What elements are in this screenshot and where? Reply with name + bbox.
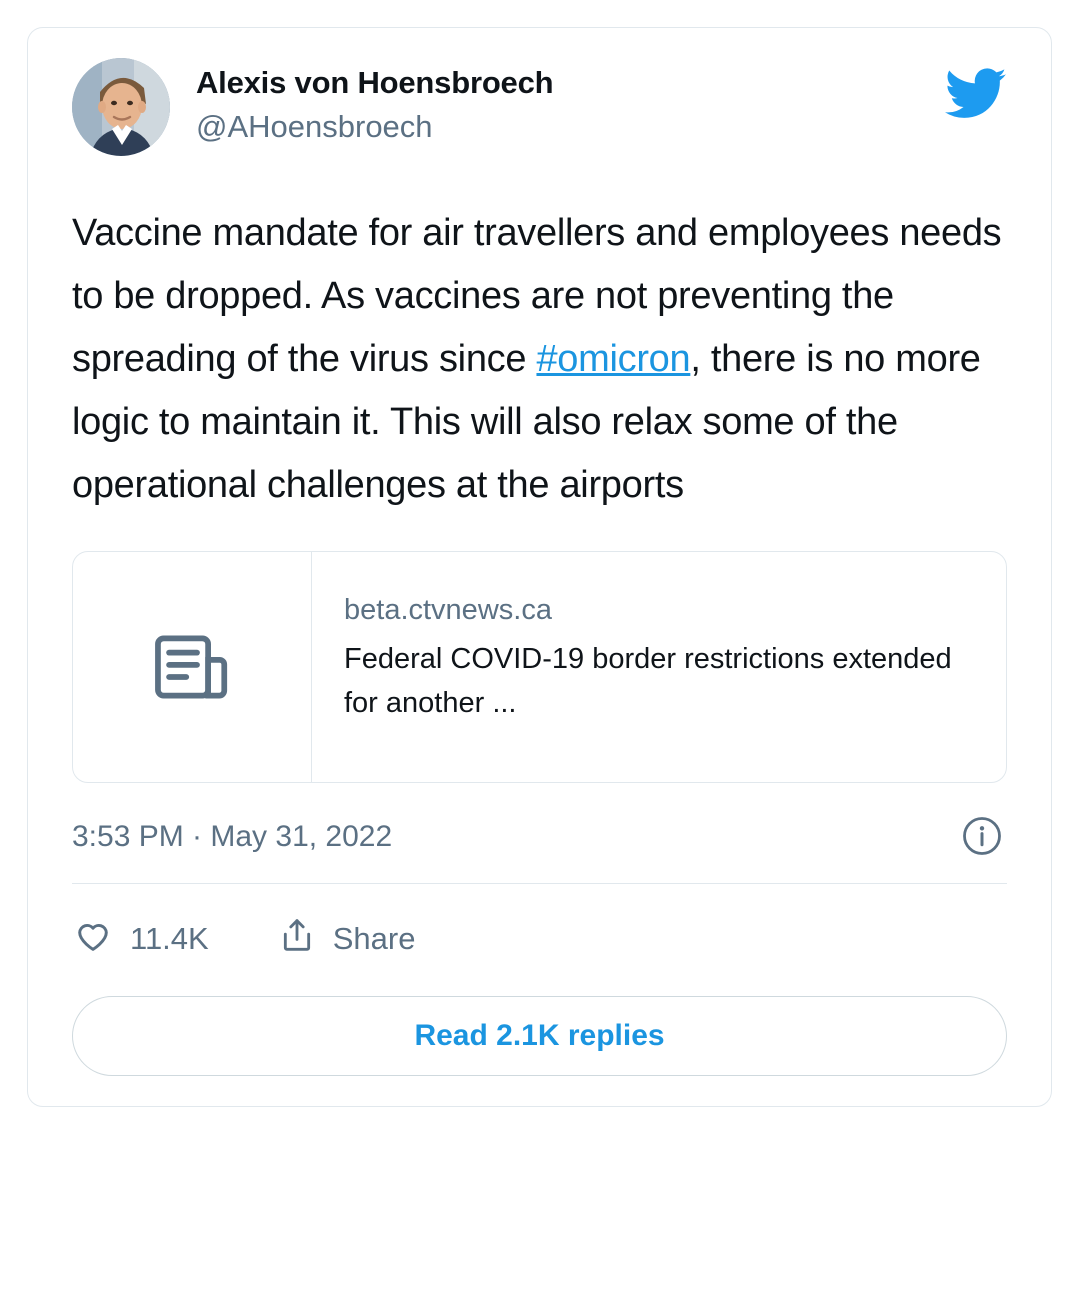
like-action[interactable] xyxy=(72,914,209,964)
link-info xyxy=(312,552,994,782)
link-thumbnail xyxy=(73,552,312,782)
link-title: Federal COVID-19 border restrictions extended for another ... xyxy=(344,643,952,719)
share-action[interactable] xyxy=(277,915,416,963)
author-name-block[interactable] xyxy=(196,56,553,147)
hashtag-link[interactable]: #omicron xyxy=(536,338,691,381)
user-avatar-photo xyxy=(72,58,170,156)
tweet-text xyxy=(72,202,1007,517)
tweet-meta-row xyxy=(72,813,1007,861)
link-preview-card[interactable] xyxy=(72,551,1007,783)
tweet-header xyxy=(72,56,1007,176)
author-display-name: Alexis von Hoensbroech xyxy=(196,65,554,100)
article-document-icon xyxy=(149,624,235,710)
tweet-text-before: Vaccine mandate for air travellers and employees needs to be dropped. As vaccines are not preventing the spreading of the virus since xyxy=(72,212,1002,381)
like-count: 11.4K xyxy=(130,921,209,957)
tweet-actions xyxy=(72,912,1007,966)
read-replies-button[interactable] xyxy=(72,996,1007,1076)
divider xyxy=(72,883,1007,884)
read-replies-label: Read 2.1K replies xyxy=(414,1019,665,1053)
info-circle-icon[interactable] xyxy=(961,815,1003,857)
share-up-arrow-icon xyxy=(277,915,317,963)
twitter-bird-icon[interactable] xyxy=(945,68,1007,120)
tweet-text-after: , there is no more logic to maintain it. This will also relax some of the operational challenges at the airports xyxy=(72,338,981,507)
author-handle: @AHoensbroech xyxy=(196,108,433,144)
link-domain: beta.ctvnews.ca xyxy=(344,594,552,627)
tweet-card xyxy=(27,27,1052,1107)
avatar[interactable] xyxy=(72,58,170,156)
heart-icon xyxy=(72,914,114,964)
share-label: Share xyxy=(332,921,416,957)
tweet-timestamp: 3:53 PM · May 31, 2022 xyxy=(72,820,393,854)
